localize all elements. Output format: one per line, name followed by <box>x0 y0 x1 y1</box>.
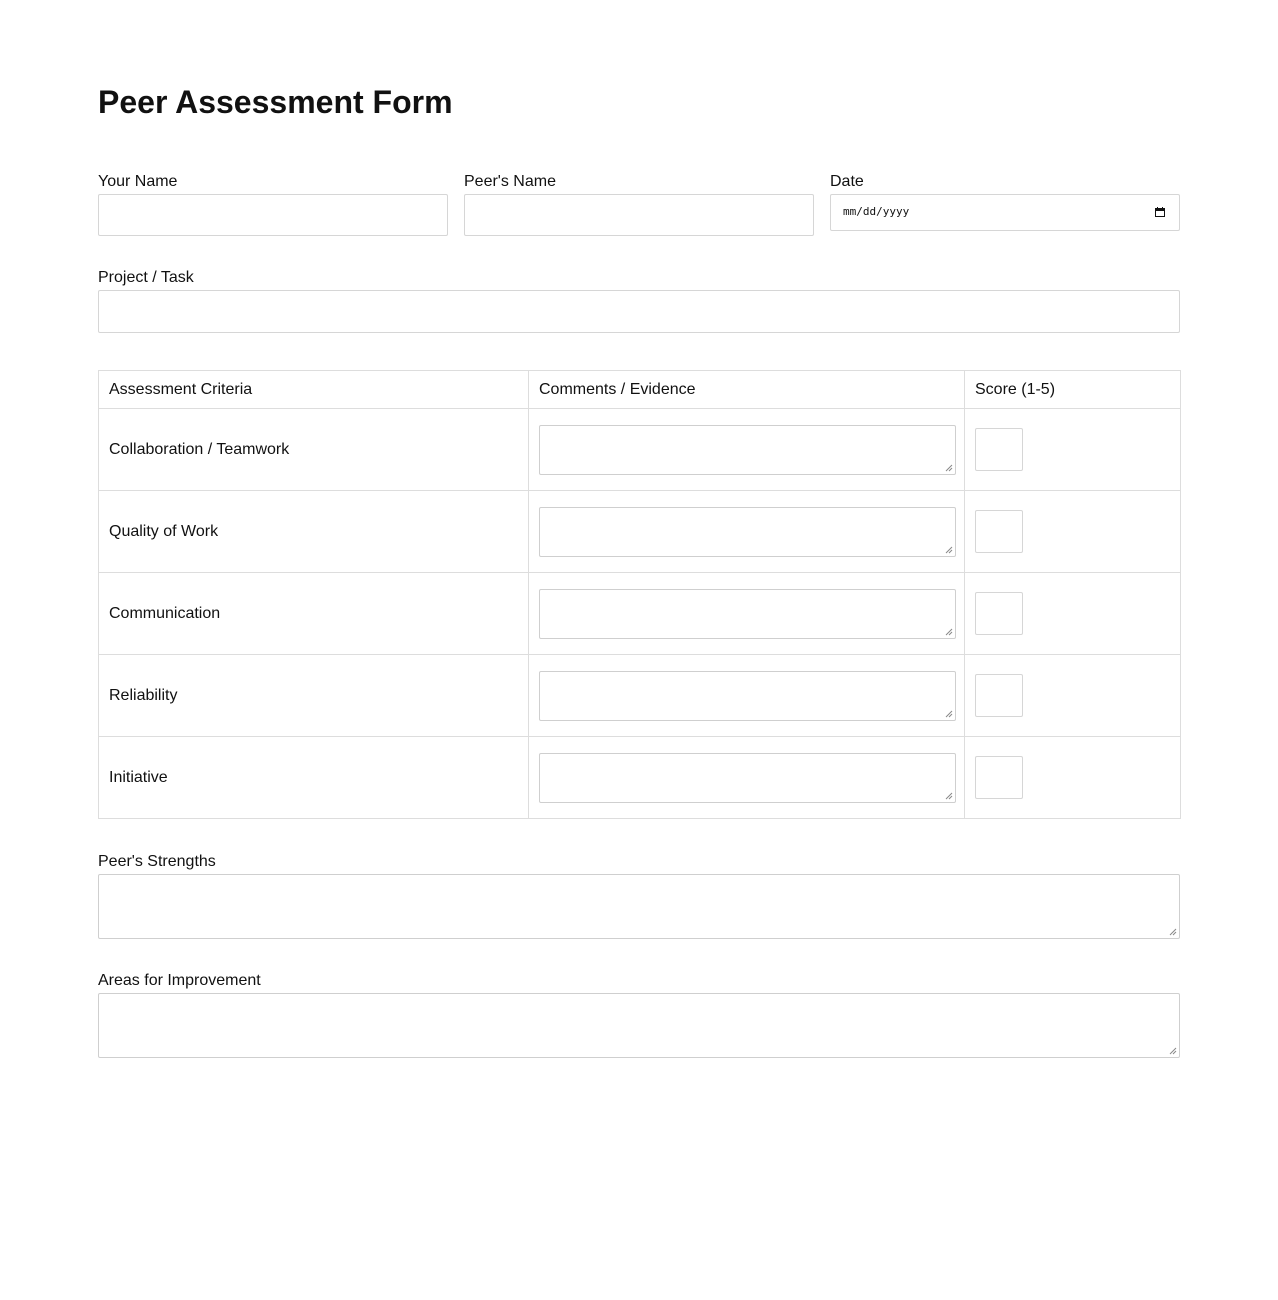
criterion-label: Communication <box>99 573 529 655</box>
improvement-group <box>98 971 1180 1058</box>
strengths-label: Peer's Strengths <box>98 853 216 870</box>
table-row <box>99 737 1181 819</box>
score-cell <box>965 737 1181 819</box>
table-row <box>99 655 1181 737</box>
page-title: Peer Assessment Form <box>98 84 453 120</box>
header-criteria: Assessment Criteria <box>99 371 529 409</box>
comments-cell <box>529 737 965 819</box>
date-placeholder: mm/dd/yyyy <box>843 205 910 218</box>
improvement-label: Areas for Improvement <box>98 972 261 989</box>
resize-grip-icon[interactable] <box>945 628 953 636</box>
comments-textarea[interactable] <box>539 753 956 803</box>
peers-name-group <box>464 172 814 236</box>
criterion-label: Initiative <box>99 737 529 819</box>
score-input[interactable] <box>975 592 1023 635</box>
table-row <box>99 491 1181 573</box>
date-label: Date <box>830 173 864 190</box>
table-row <box>99 573 1181 655</box>
score-input[interactable] <box>975 674 1023 717</box>
resize-grip-icon[interactable] <box>945 710 953 718</box>
header-comments: Comments / Evidence <box>529 371 965 409</box>
identity-row <box>98 172 1180 236</box>
comments-cell <box>529 491 965 573</box>
score-input[interactable] <box>975 510 1023 553</box>
criterion-label: Reliability <box>99 655 529 737</box>
improvement-textarea[interactable] <box>98 993 1180 1058</box>
date-group <box>830 172 1180 236</box>
resize-grip-icon[interactable] <box>945 546 953 554</box>
comments-cell <box>529 655 965 737</box>
comments-textarea[interactable] <box>539 589 956 639</box>
peers-name-label: Peer's Name <box>464 173 556 190</box>
project-group <box>98 268 1180 333</box>
comments-cell <box>529 573 965 655</box>
resize-grip-icon[interactable] <box>945 792 953 800</box>
score-cell <box>965 655 1181 737</box>
table-header-row <box>99 371 1181 409</box>
your-name-group <box>98 172 448 236</box>
strengths-group <box>98 852 1180 939</box>
score-input[interactable] <box>975 756 1023 799</box>
comments-textarea[interactable] <box>539 507 956 557</box>
score-input[interactable] <box>975 428 1023 471</box>
project-input[interactable] <box>98 290 1180 333</box>
table-row <box>99 409 1181 491</box>
header-score: Score (1-5) <box>965 371 1181 409</box>
comments-textarea[interactable] <box>539 425 956 475</box>
assessment-table <box>98 370 1181 819</box>
score-cell <box>965 491 1181 573</box>
comments-textarea[interactable] <box>539 671 956 721</box>
calendar-icon[interactable] <box>1155 207 1165 217</box>
date-input[interactable] <box>830 194 1180 231</box>
peers-name-input[interactable] <box>464 194 814 236</box>
resize-grip-icon[interactable] <box>1169 928 1177 936</box>
score-cell <box>965 573 1181 655</box>
score-cell <box>965 409 1181 491</box>
resize-grip-icon[interactable] <box>1169 1047 1177 1055</box>
strengths-textarea[interactable] <box>98 874 1180 939</box>
your-name-label: Your Name <box>98 173 178 190</box>
comments-cell <box>529 409 965 491</box>
criterion-label: Quality of Work <box>99 491 529 573</box>
project-label: Project / Task <box>98 269 194 286</box>
your-name-input[interactable] <box>98 194 448 236</box>
resize-grip-icon[interactable] <box>945 464 953 472</box>
criterion-label: Collaboration / Teamwork <box>99 409 529 491</box>
